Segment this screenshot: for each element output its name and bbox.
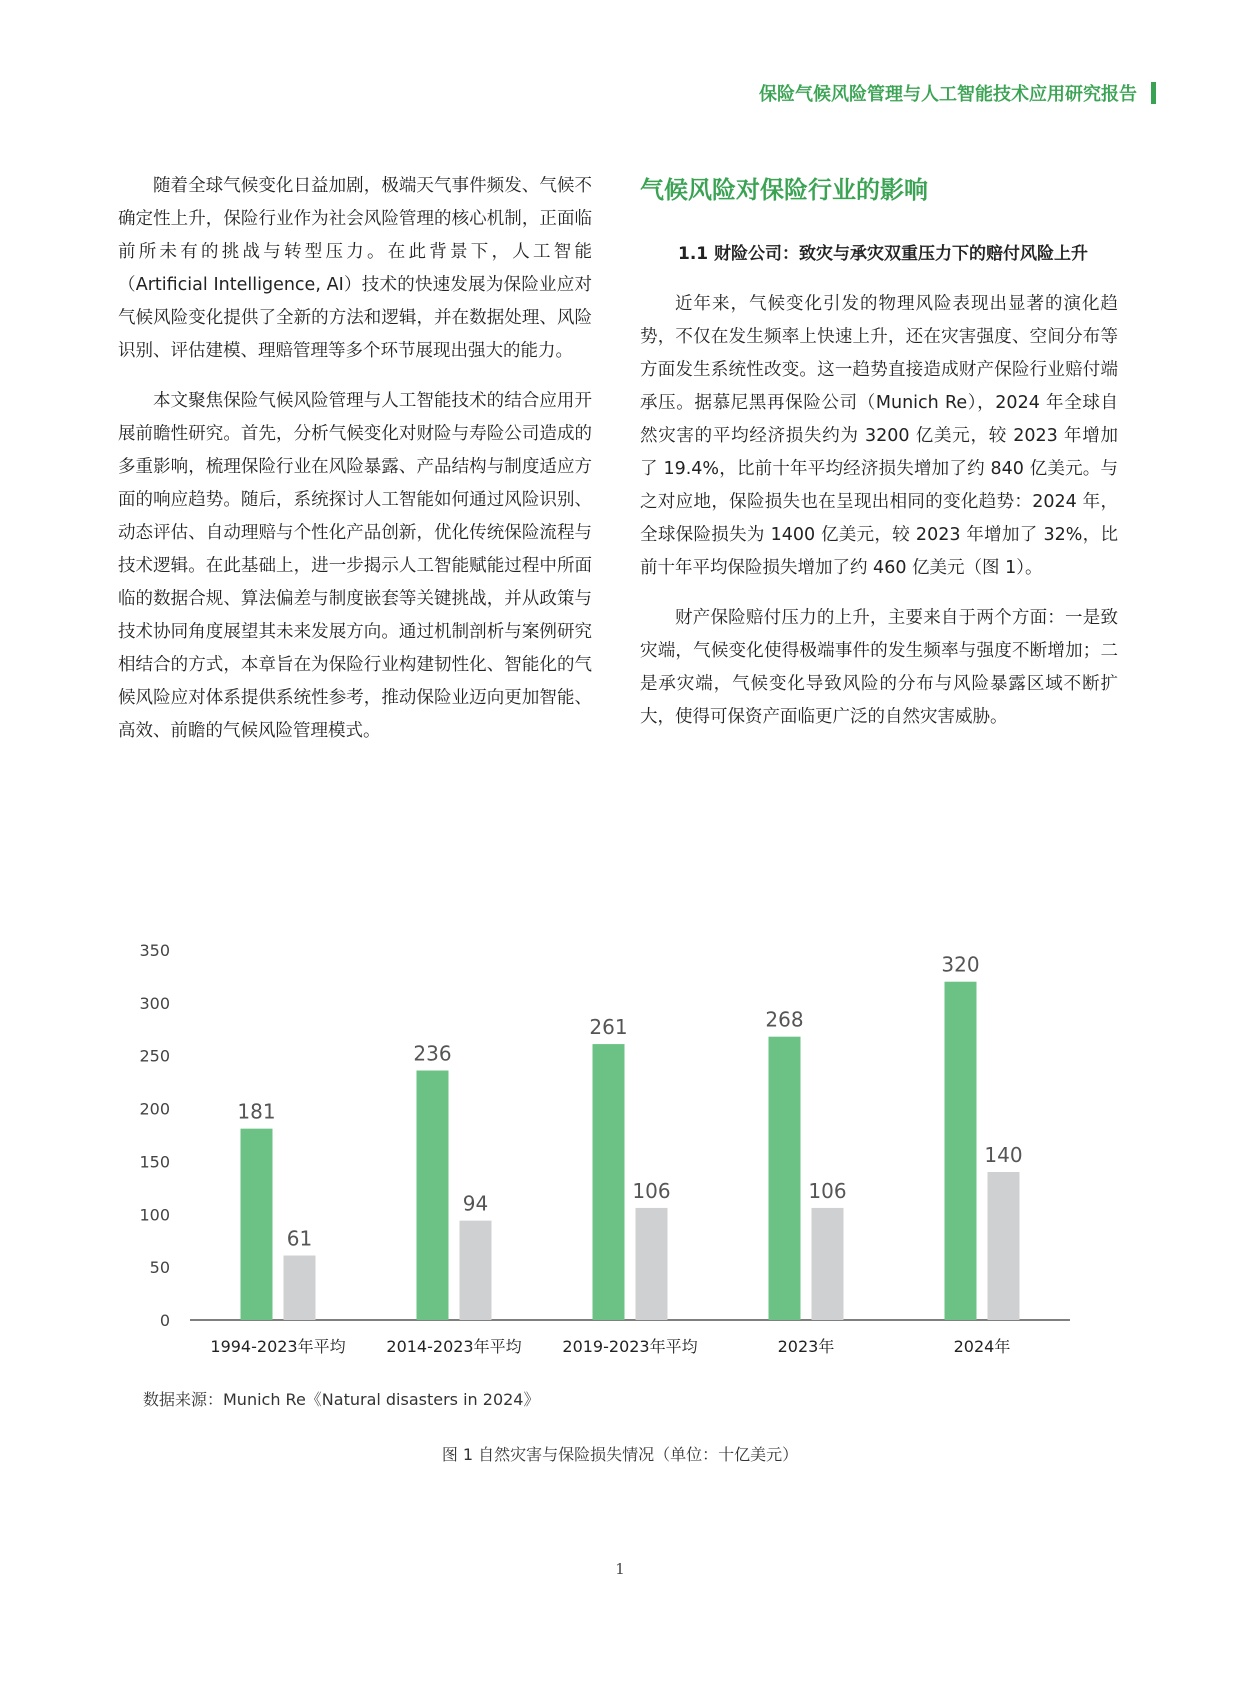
x-category-label: 2014-2023年平均 bbox=[386, 1337, 522, 1356]
data-label: 140 bbox=[984, 1143, 1023, 1167]
body-paragraph-2: 财产保险赔付压力的上升，主要来自于两个方面：一是致灾端，气候变化使得极端事件的发生频率与强度不断增加；二是承灾端，气候变化导致风险的分布与风险暴露区域不断扩大，使得可保资产面临更广泛的自然灾害威胁。 bbox=[640, 608, 1118, 727]
bar-insured-loss bbox=[636, 1208, 668, 1320]
y-tick-label: 0 bbox=[159, 1311, 170, 1330]
bar-insured-loss bbox=[812, 1208, 844, 1320]
bar-insured-loss bbox=[988, 1172, 1020, 1320]
bar-insured-loss bbox=[284, 1256, 316, 1320]
y-tick-label: 100 bbox=[139, 1205, 170, 1225]
subsection-title: 1.1 财险公司：致灾与承灾双重压力下的赔付风险上升 bbox=[678, 244, 1089, 264]
y-tick-label: 300 bbox=[139, 993, 170, 1013]
bar-economic-loss bbox=[945, 982, 977, 1320]
right-column bbox=[640, 170, 1118, 751]
y-tick-label: 50 bbox=[149, 1258, 170, 1278]
figure-caption: 图 1 自然灾害与保险损失情况（单位：十亿美元） bbox=[441, 1445, 799, 1464]
data-label: 61 bbox=[286, 1226, 313, 1251]
data-label: 261 bbox=[589, 1015, 628, 1040]
bar-economic-loss bbox=[769, 1037, 801, 1320]
data-source-note: 数据来源：Munich Re《Natural disasters in 2024》 bbox=[143, 1390, 540, 1409]
bar-economic-loss bbox=[593, 1044, 625, 1320]
bar-insured-loss bbox=[460, 1221, 492, 1320]
data-label: 236 bbox=[413, 1041, 452, 1066]
data-label: 181 bbox=[237, 1099, 276, 1124]
loss-bar-chart bbox=[120, 928, 1080, 1372]
data-label: 94 bbox=[462, 1191, 489, 1216]
intro-paragraph-2: 本文聚焦保险气候风险管理与人工智能技术的结合应用开展前瞻性研究。首先，分析气候变化对财险与寿险公司造成的多重影响，梳理保险行业在风险暴露、产品结构与制度适应方面的响应趋势。随后，系统探讨人工智能如何通过风险识别、动态评估、自动理赔与个性化产品创新，优化传统保险流程与技术逻辑。在此基础上，进一步揭示人工智能赋能过程中所面临的数据合规、算法偏差与制度嵌套等关键挑战，并从政策与技术协同角度展望其未来发展方向。通过机制剖析与案例研究相结合的方式，本章旨在为保险行业构建韧性化、智能化的气候风险应对体系提供系统性参考，推动保险业迈向更加智能、高效、前瞻的气候风险管理模式。 bbox=[118, 391, 592, 741]
y-tick-label: 250 bbox=[139, 1046, 170, 1066]
header-accent-bar bbox=[1151, 82, 1156, 104]
data-label: 320 bbox=[941, 952, 980, 977]
left-column bbox=[118, 170, 592, 765]
bar-economic-loss bbox=[417, 1071, 449, 1320]
data-label: 106 bbox=[808, 1178, 847, 1203]
y-tick-label: 350 bbox=[139, 941, 170, 960]
bar-economic-loss bbox=[241, 1129, 273, 1320]
y-tick-label: 150 bbox=[139, 1152, 170, 1172]
running-header bbox=[759, 80, 1156, 106]
data-label: 106 bbox=[632, 1178, 671, 1203]
data-label: 268 bbox=[765, 1007, 804, 1032]
x-category-label: 2023年 bbox=[777, 1337, 835, 1356]
report-title: 保险气候风险管理与人工智能技术应用研究报告 bbox=[759, 84, 1137, 105]
intro-paragraph-1: 随着全球气候变化日益加剧，极端天气事件频发、气候不确定性上升，保险行业作为社会风险管理的核心机制，正面临前所未有的挑战与转型压力。在此背景下，人工智能（Artificial Intelligence, AI）技术的快速发展为保险业应对气候风险变化提供了全新的方法和逻辑，并在数据处理、风险识别、评估建模、理赔管理等多个环节展现出强大的能力。 bbox=[118, 176, 592, 361]
page-number: 1 bbox=[615, 1560, 625, 1578]
section-title: 气候风险对保险行业的影响 bbox=[640, 176, 928, 204]
x-category-label: 1994-2023年平均 bbox=[210, 1337, 346, 1356]
x-category-label: 2024年 bbox=[953, 1337, 1011, 1356]
x-category-label: 2019-2023年平均 bbox=[562, 1337, 698, 1356]
y-tick-label: 200 bbox=[139, 1099, 170, 1119]
chart-svg bbox=[120, 928, 1080, 1368]
body-paragraph-1: 近年来，气候变化引发的物理风险表现出显著的演化趋势，不仅在发生频率上快速上升，还在灾害强度、空间分布等方面发生系统性改变。这一趋势直接造成财产保险行业赔付端承压。据慕尼黑再保险公司（Munich Re），2024 年全球自然灾害的平均经济损失约为 3200 亿美元，较 2023 年增加了 19.4%，比前十年平均经济损失增加了约 840 亿美元。与之对应地，保险损失也在呈现出相同的变化趋势：2024 年，全球保险损失为 1400 亿美元，较 2023 年增加了 32%，比前十年平均保险损失增加了约 460 亿美元（图 1）。 bbox=[640, 294, 1118, 578]
